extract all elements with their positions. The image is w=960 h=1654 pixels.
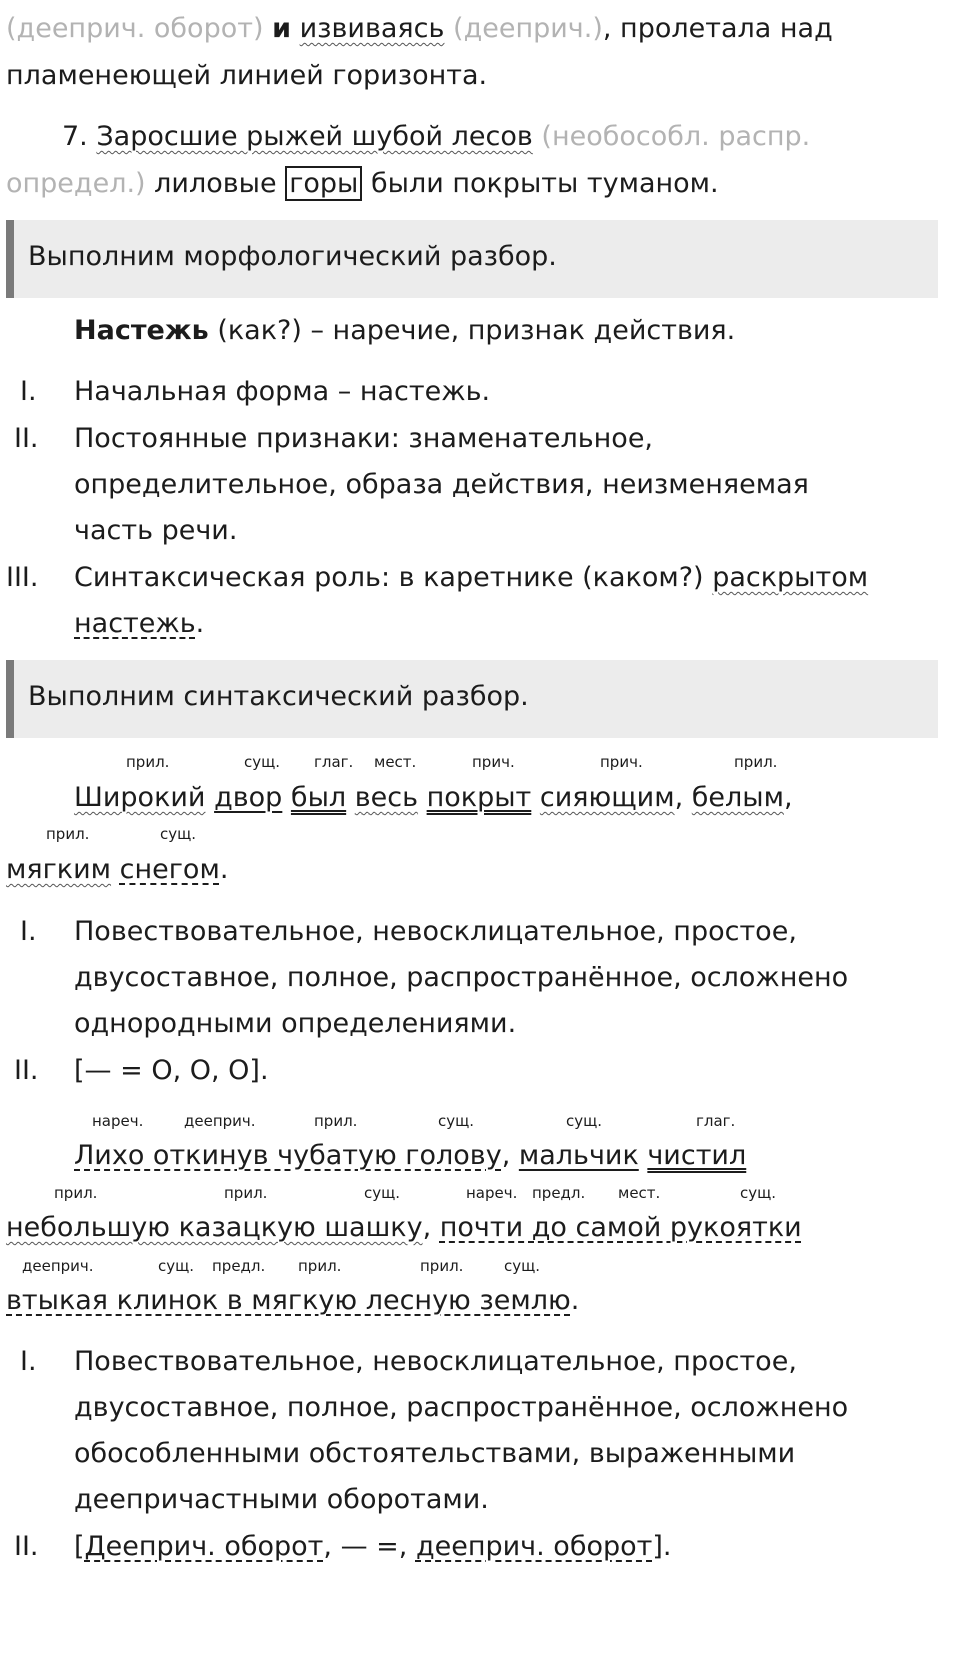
pos-tag: дееприч. <box>22 1257 94 1275</box>
heading-text: Выполним синтаксический разбор. <box>28 681 529 712</box>
word-predicate: чистил <box>647 1140 747 1171</box>
word-predicate: был <box>290 782 347 813</box>
pos-tag: сущ. <box>158 1257 195 1275</box>
item-7-line <box>62 120 810 154</box>
pos-tag: мест. <box>374 753 417 771</box>
pos-tag: прил. <box>298 1257 342 1275</box>
text-fragment: были покрыты туманом. <box>370 168 719 199</box>
pos-tag: прил. <box>54 1184 98 1202</box>
list-number: I. <box>20 916 37 947</box>
pos-tag: прил. <box>420 1257 464 1275</box>
list-item-text: деепричастными оборотами. <box>74 1484 489 1515</box>
text-fragment: , пролетала над <box>602 13 833 44</box>
list-number: I. <box>20 376 37 407</box>
participial-phrase: втыкая клинок в мягкую лесную землю <box>6 1285 571 1316</box>
pos-tag: нареч. <box>466 1184 518 1202</box>
scheme-part: , — =, <box>323 1531 416 1562</box>
pos-tag: прил. <box>126 753 170 771</box>
list-item-text: двусоставное, полное, распространённое, осложнено <box>74 1392 849 1423</box>
list-item-text: Постоянные признаки: знаменательное, <box>74 423 654 454</box>
object-phrase: небольшую казацкую шашку <box>6 1212 423 1243</box>
scheme-phrase: дееприч. оборот <box>415 1531 653 1562</box>
item-number: 7. <box>62 121 88 152</box>
adverbial-phrase: почти до самой рукоятки <box>439 1212 802 1243</box>
list-item-text: часть речи. <box>74 515 238 546</box>
sentence-line: мягким снегом. <box>6 854 229 885</box>
grammar-note: (дееприч.) <box>453 13 603 44</box>
pos-tag: прил. <box>224 1184 268 1202</box>
word-participle: сияющим <box>539 782 675 813</box>
participial-phrase: Лихо откинув чубатую голову <box>74 1140 502 1171</box>
section-heading-syntax <box>6 660 938 738</box>
conjunction: и <box>272 13 292 44</box>
pos-tag: сущ. <box>438 1112 475 1130</box>
pos-tag: нареч. <box>92 1112 144 1130</box>
list-number: II. <box>14 423 39 454</box>
pos-tag: сущ. <box>160 825 197 843</box>
pos-tag: прил. <box>734 753 778 771</box>
pos-tag: прич. <box>472 753 515 771</box>
sentence-scheme: [— = О, О, О]. <box>74 1055 269 1086</box>
list-number: III. <box>6 562 39 593</box>
list-item-text: Повествовательное, невосклицательное, простое, <box>74 916 797 947</box>
scheme-part: ]. <box>652 1531 672 1562</box>
pos-tag: глаг. <box>314 753 354 771</box>
underlined-phrase: Заросшие рыжей шубой лесов <box>96 121 533 152</box>
scheme-phrase: Дееприч. оборот <box>84 1531 324 1562</box>
underlined-word: раскрытом <box>712 562 869 593</box>
pos-tag: сущ. <box>740 1184 777 1202</box>
list-item-text <box>74 607 204 641</box>
sentence-line: втыкая клинок в мягкую лесную землю. <box>6 1285 580 1316</box>
sentence-line: Широкий двор был весь покрыт сияющим, белым, <box>74 782 793 813</box>
underlined-word: настежь <box>74 608 196 639</box>
sentence-scheme <box>74 1530 672 1564</box>
pos-tag: глаг. <box>696 1112 736 1130</box>
grammar-note: (дееприч. оборот) <box>6 13 264 44</box>
text-fragment: лиловые <box>154 168 277 199</box>
underlined-word: извиваясь <box>299 13 445 44</box>
list-item-text: определительное, образа действия, неизменяемая <box>74 469 809 500</box>
text-fragment: Синтаксическая роль: в каретнике (каком?) <box>74 562 704 593</box>
grammar-note: (необособл. распр. <box>541 121 811 152</box>
pos-tag: сущ. <box>244 753 281 771</box>
sentence-line: Лихо откинув чубатую голову, мальчик чистил <box>74 1140 747 1171</box>
list-number: I. <box>20 1346 37 1377</box>
list-number: II. <box>14 1531 39 1562</box>
grammar-note: определ.) <box>6 168 146 199</box>
word-adj: Широкий <box>74 782 206 813</box>
text-fragment: . <box>195 608 205 639</box>
word-subject: двор <box>214 782 283 813</box>
text-line: пламенеющей линией горизонта. <box>6 60 488 91</box>
heading-text: Выполним морфологический разбор. <box>28 241 557 272</box>
list-item-text: однородными определениями. <box>74 1008 517 1039</box>
list-item-text: Начальная форма – настежь. <box>74 376 491 407</box>
word-adj: белым <box>691 782 784 813</box>
word-adj: мягким <box>6 854 112 885</box>
pos-tag: сущ. <box>504 1257 541 1275</box>
morph-description: (как?) – наречие, признак действия. <box>217 315 736 346</box>
word-subject: мальчик <box>518 1140 639 1171</box>
pos-tag: сущ. <box>364 1184 401 1202</box>
pos-tag: прил. <box>46 825 90 843</box>
list-item-text <box>74 561 868 595</box>
text-line <box>6 167 719 201</box>
list-item-text: двусоставное, полное, распространённое, осложнено <box>74 962 849 993</box>
text-line <box>6 12 833 46</box>
word-predicate: покрыт <box>426 782 532 813</box>
analyzed-word: Настежь <box>74 315 209 346</box>
list-item-text: обособленными обстоятельствами, выраженными <box>74 1438 796 1469</box>
pos-tag: сущ. <box>566 1112 603 1130</box>
pos-tag: мест. <box>618 1184 661 1202</box>
boxed-word: горы <box>285 166 362 201</box>
pos-tag: дееприч. <box>184 1112 256 1130</box>
pos-tag: прил. <box>314 1112 358 1130</box>
pos-tag: прич. <box>600 753 643 771</box>
word-pronoun: весь <box>354 782 419 813</box>
word-object: снегом <box>119 854 220 885</box>
morph-summary <box>74 314 735 348</box>
pos-tag: предл. <box>212 1257 266 1275</box>
list-item-text: Повествовательное, невосклицательное, простое, <box>74 1346 797 1377</box>
scheme-part: [ <box>74 1531 85 1562</box>
section-heading-morph <box>6 220 938 298</box>
sentence-line: небольшую казацкую шашку, почти до самой рукоятки <box>6 1212 802 1243</box>
pos-tag: предл. <box>532 1184 586 1202</box>
list-number: II. <box>14 1055 39 1086</box>
